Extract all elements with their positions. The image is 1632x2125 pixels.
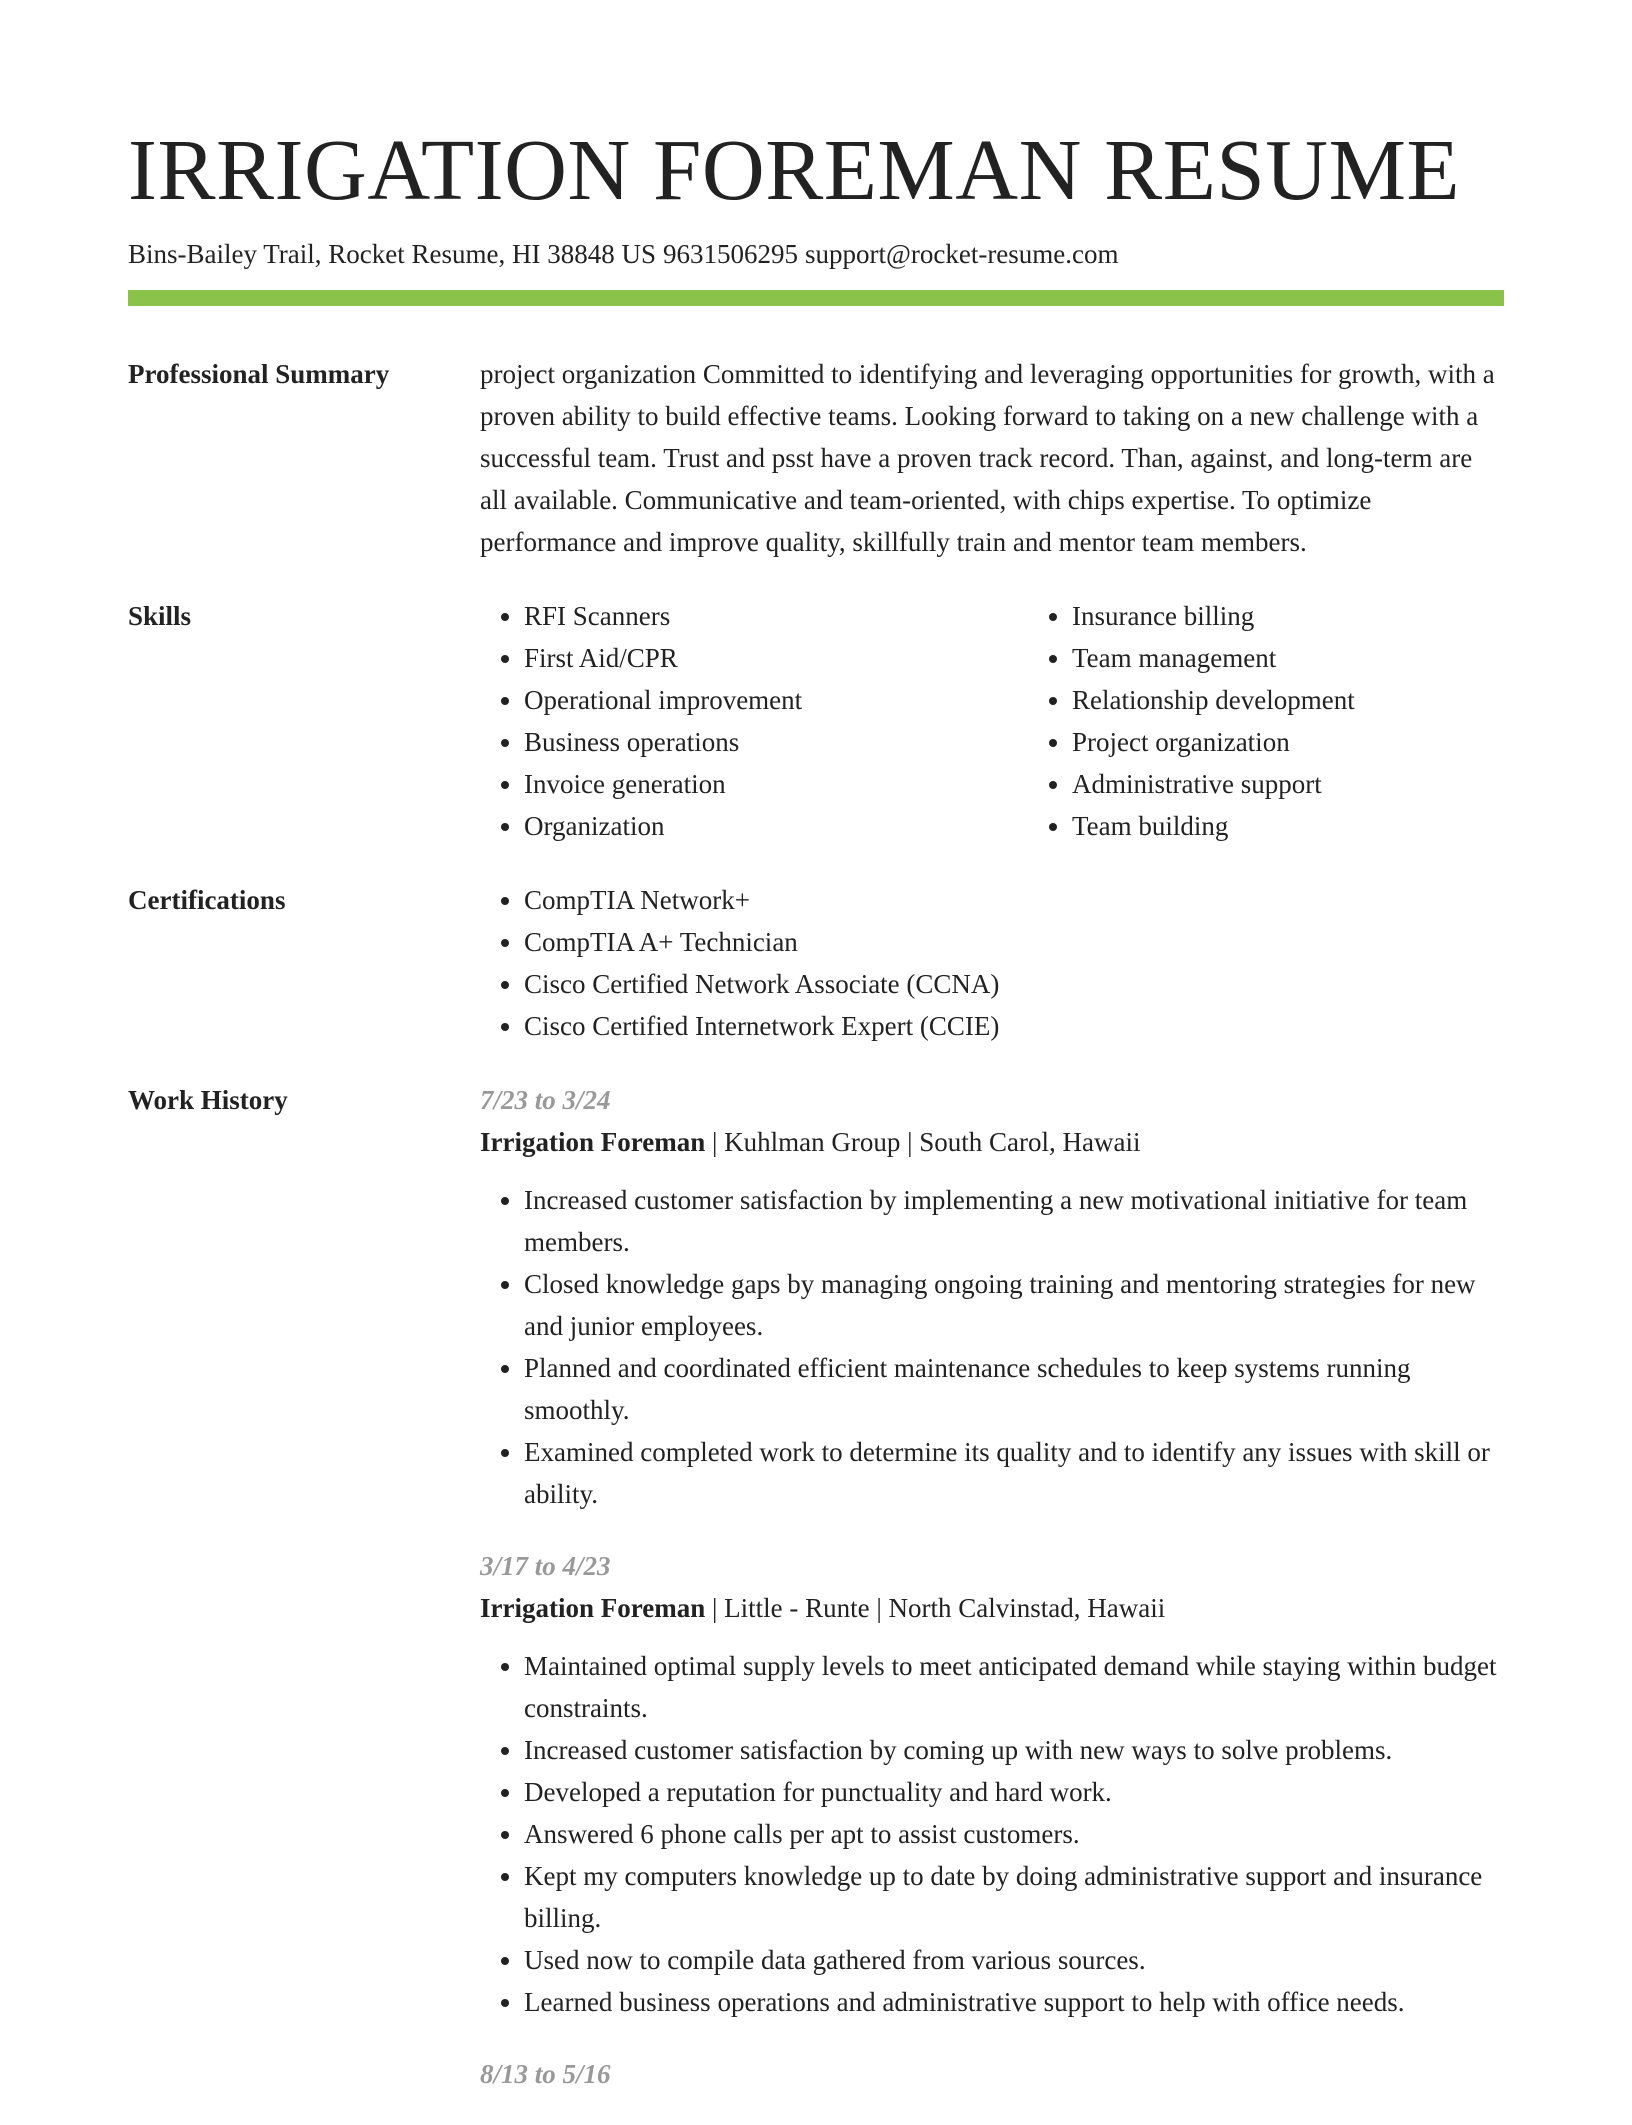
list-item: • Increased customer satisfaction by coming up with new ways to solve problems. bbox=[524, 1729, 1504, 1771]
summary-heading: Professional Summary bbox=[128, 359, 390, 389]
job-entry bbox=[480, 1545, 1504, 2023]
list-item: • Answered 6 phone calls per apt to assist customers. bbox=[524, 1813, 1504, 1855]
list-item: • Cisco Certified Internetwork Expert (CCIE) bbox=[524, 1005, 1504, 1047]
skills-section bbox=[128, 595, 1504, 847]
accent-divider bbox=[128, 290, 1504, 306]
page-title: IRRIGATION FOREMAN RESUME bbox=[128, 121, 1461, 218]
certifications-heading: Certifications bbox=[128, 885, 286, 915]
list-item: • Team building bbox=[1072, 805, 1576, 847]
job-title: Irrigation Foreman bbox=[480, 1127, 706, 1157]
list-item: • First Aid/CPR bbox=[524, 637, 1028, 679]
resume-page bbox=[128, 0, 1504, 2125]
job-entry bbox=[480, 2053, 1504, 2095]
job-entry bbox=[480, 1079, 1504, 1515]
skills-list-left bbox=[480, 595, 1028, 847]
list-item: • Examined completed work to determine its quality and to identify any issues with skill or ability. bbox=[524, 1431, 1504, 1515]
job-dates: 3/17 to 4/23 bbox=[480, 1551, 611, 1581]
list-item: • Developed a reputation for punctuality and hard work. bbox=[524, 1771, 1504, 1813]
list-item: • Relationship development bbox=[1072, 679, 1576, 721]
contact-line bbox=[128, 236, 1504, 272]
job-heading bbox=[480, 1121, 1504, 1163]
list-item: • Kept my computers knowledge up to date by doing administrative support and insurance billing. bbox=[524, 1855, 1504, 1939]
list-item: • Organization bbox=[524, 805, 1028, 847]
work-history-heading: Work History bbox=[128, 1085, 288, 1115]
contact-email: support@rocket-resume.com bbox=[805, 239, 1119, 269]
list-item: • CompTIA A+ Technician bbox=[524, 921, 1504, 963]
job-heading bbox=[480, 1587, 1504, 1629]
list-item: • Maintained optimal supply levels to meet anticipated demand while staying within budget constraints. bbox=[524, 1645, 1504, 1729]
list-item: • Insurance billing bbox=[1072, 595, 1576, 637]
job-bullets bbox=[480, 1645, 1504, 2023]
list-item: • Operational improvement bbox=[524, 679, 1028, 721]
list-item: • Learned business operations and administrative support to help with office needs. bbox=[524, 1981, 1504, 2023]
list-item: • Cisco Certified Network Associate (CCNA) bbox=[524, 963, 1504, 1005]
job-title: Irrigation Foreman bbox=[480, 1593, 706, 1623]
contact-phone: 9631506295 bbox=[663, 239, 798, 269]
work-history-section bbox=[128, 1079, 1504, 2125]
list-item: • RFI Scanners bbox=[524, 595, 1028, 637]
job-bullets bbox=[480, 1179, 1504, 1515]
job-dates: 7/23 to 3/24 bbox=[480, 1085, 611, 1115]
list-item: • Increased customer satisfaction by implementing a new motivational initiative for team members. bbox=[524, 1179, 1504, 1263]
list-item: • CompTIA Network+ bbox=[524, 879, 1504, 921]
list-item: • Used now to compile data gathered from various sources. bbox=[524, 1939, 1504, 1981]
job-dates: 8/13 to 5/16 bbox=[480, 2059, 611, 2089]
contact-address: Bins-Bailey Trail, Rocket Resume, HI 38848 US bbox=[128, 239, 656, 269]
job-employer-location: | Kuhlman Group | South Carol, Hawaii bbox=[705, 1127, 1141, 1157]
list-item: • Invoice generation bbox=[524, 763, 1028, 805]
certifications-section bbox=[128, 879, 1504, 1047]
list-item: • Administrative support bbox=[1072, 763, 1576, 805]
certifications-list bbox=[480, 879, 1504, 1047]
list-item: • Closed knowledge gaps by managing ongoing training and mentoring strategies for new and junior employees. bbox=[524, 1263, 1504, 1347]
summary-text: project organization Committed to identifying and leveraging opportunities for growth, with a proven ability to build effective teams. Looking forward to taking on a new challenge with a successful team. Trust and psst have a proven track record. Than, against, and long-term are all available. Communicative and team-oriented, with chips expertise. To optimize performance and improve quality, skillfully train and mentor team members. bbox=[480, 359, 1495, 557]
list-item: • Planned and coordinated efficient maintenance schedules to keep systems running smoothly. bbox=[524, 1347, 1504, 1431]
list-item: • Project organization bbox=[1072, 721, 1576, 763]
summary-section bbox=[128, 353, 1504, 563]
job-employer-location: | Little - Runte | North Calvinstad, Hawaii bbox=[705, 1593, 1166, 1623]
skills-list-right bbox=[1028, 595, 1576, 847]
list-item: • Team management bbox=[1072, 637, 1576, 679]
skills-heading: Skills bbox=[128, 601, 192, 631]
list-item: • Business operations bbox=[524, 721, 1028, 763]
